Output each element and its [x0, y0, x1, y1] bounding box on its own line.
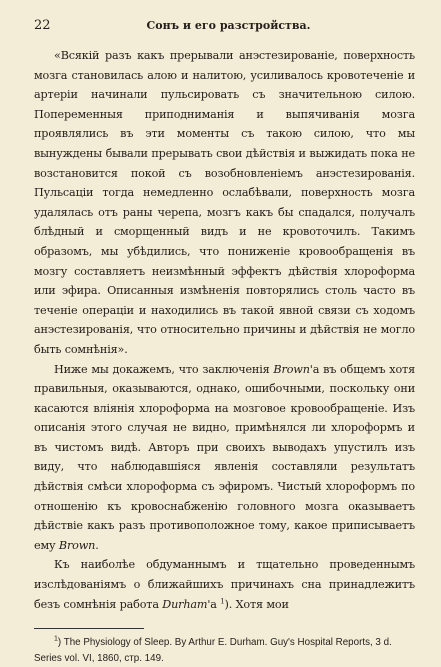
page-number: 22 [34, 18, 51, 33]
author-name-brown: Brown [58, 538, 96, 552]
text-run: ). Хотя мои [224, 597, 289, 611]
text-run: Къ наиболѣе обдуманнымъ и тщательно проведеннымъ изслѣдованіямъ о ближайшихъ причинахъ сна принадлежитъ безъ сомнѣнія работа [34, 558, 415, 611]
footnote-marker: 1 [54, 635, 58, 643]
text-run: Ниже мы докажемъ, что заключенія [54, 362, 274, 376]
paragraph-quote: «Всякій разъ какъ прерывали анэстезированіе, поверхность мозга становилась алою и налитою, усиливалось кровотеченіе и артеріи начинали пульсировать съ значительною силою. Попеременныя приподниманія и выпячиванія мозга проявлялись въ эти моменты съ такою силою, что мы вынуждены бывали прерывать свои дѣйствія и выжидать пока не возстановится покой съ возобновленіемъ анэстезированія. Пульсаціи тогда немедленно ослабѣвали, поверхность мозга удалялась отъ раны черепа, мозгъ какъ бы спадался, получалъ блѣдный и сморщенный видъ и не кровоточилъ. Такимъ образомъ, мы убѣдились, что пониженіе кровообращенія въ мозгу составляетъ неизмѣнный эффектъ дѣйствія хлороформа или эфира. Описанныя измѣненія повторялись столь часто въ теченіе операціи и находились въ такой явной связи съ ходомъ анэстезированія, что относительно причины и дѣйствія не могло быть сомнѣнія». [34, 49, 415, 356]
paragraph-durham [34, 555, 415, 614]
running-title: Сонъ и его разстройства. [146, 19, 311, 32]
text-run: 'а [207, 597, 221, 611]
text-run: 'а въ общемъ хотя правильныя, оказываются, однако, ошибочными, поскольку они касаются вліянія хлороформа на мозговое кровообращеніе. Изъ описанія этого случая не видно, примѣнялся ли хлороформъ и въ чистомъ видѣ. Авторъ при своихъ выводахъ упустилъ изъ виду, что наблюдавшіяся явленія составляли результатъ дѣйствія смѣси хлороформа съ эфиромъ. Чистый хлороформъ по отношенію къ кровоснабженію головного мозга оказываетъ дѣйствіе какъ разъ противоположное тому, какое приписываетъ ему [34, 362, 415, 552]
author-name-durham: Durham [162, 597, 208, 611]
footnote-reference[interactable]: 1 [220, 596, 225, 605]
text-run: . [95, 538, 99, 552]
body-text [34, 46, 415, 614]
footnote-divider [34, 628, 144, 629]
paragraph-brown [34, 360, 415, 556]
footnote-text: ) The Physiology of Sleep. By Arthur E. Durham. Guy's Hospital Reports, 3 d. Series vol. VI, 1860, стр. 149. [34, 637, 392, 665]
page-header [34, 18, 415, 40]
author-name-brown: Brown [273, 362, 310, 376]
footnote [34, 635, 415, 667]
